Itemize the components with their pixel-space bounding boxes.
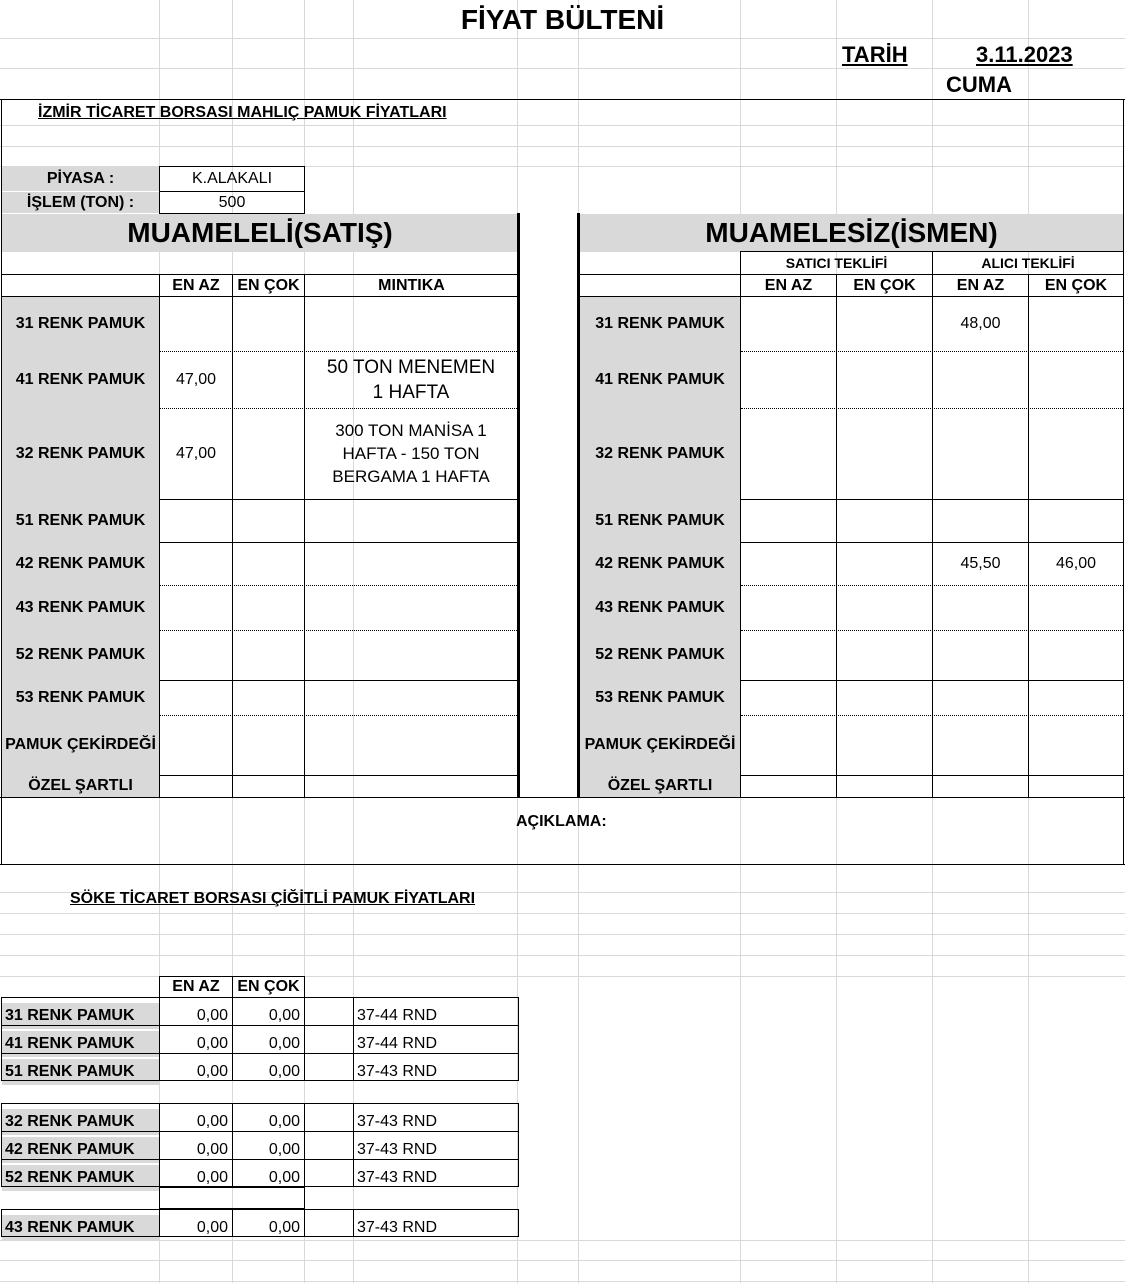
soke-en-cok: 0,00 (268, 1007, 300, 1024)
soke-note: 37-43 RND (357, 1063, 438, 1080)
mintika (305, 715, 517, 775)
alici-en-cok (1029, 630, 1123, 680)
right-row-label: PAMUK ÇEKİRDEĞİ (580, 715, 740, 775)
col-en-az-header: EN AZ (172, 277, 220, 294)
satici-en-cok (837, 630, 932, 680)
islem-value: 500 (159, 191, 305, 214)
satici-en-cok (837, 351, 932, 408)
mintika (305, 680, 517, 715)
sat-en-cok (233, 630, 304, 680)
soke-col-line (304, 1103, 305, 1187)
satici-en-az (741, 408, 836, 499)
piyasa-label: PİYASA : (2, 167, 159, 191)
soke-col-en-az-header: EN AZ (159, 976, 233, 998)
satici-en-az (741, 630, 836, 680)
sat-en-cok (233, 297, 304, 351)
soke-row-label: 41 RENK PAMUK (2, 1031, 159, 1057)
satici-en-az (741, 351, 836, 408)
row-separator-solid (741, 542, 1123, 543)
left-row-label: 41 RENK PAMUK (2, 351, 159, 408)
islem-label: İŞLEM (TON) : (2, 192, 159, 213)
piyasa-value: K.ALAKALI (159, 166, 305, 192)
soke-note: 37-43 RND (357, 1113, 438, 1130)
soke-section-title: SÖKE TİCARET BORSASI ÇİĞİTLİ PAMUK FİYATLARI (70, 890, 476, 907)
alici-en-az (933, 630, 1028, 680)
row-separator (160, 408, 517, 409)
soke-col-line (353, 1103, 354, 1187)
grid-row-line (0, 38, 1125, 39)
sat-en-az (160, 715, 232, 775)
sat-en-az: 47,00 (175, 370, 217, 388)
soke-en-az: 0,00 (196, 1007, 228, 1024)
left-row-label: 43 RENK PAMUK (2, 585, 159, 630)
soke-en-az: 0,00 (196, 1035, 228, 1052)
satici-en-az (741, 775, 836, 797)
alici-en-az (933, 715, 1028, 775)
soke-note: 37-43 RND (357, 1169, 438, 1186)
soke-col-line (353, 1209, 354, 1237)
mintika (305, 585, 517, 630)
grid-row-line (0, 955, 1125, 956)
row-separator (741, 408, 1123, 409)
sat-en-az (160, 775, 232, 797)
sat-en-cok (233, 499, 304, 542)
sat-en-cok (233, 680, 304, 715)
sat-en-cok (233, 542, 304, 585)
table-bottom-line (0, 797, 1125, 798)
sat-en-cok (233, 351, 304, 408)
left-row-label: 31 RENK PAMUK (2, 297, 159, 351)
soke-row-label: 43 RENK PAMUK (2, 1215, 159, 1241)
row-separator (741, 351, 1123, 352)
soke-col-line (232, 1103, 233, 1187)
sat-en-cok (233, 408, 304, 499)
row-separator-solid (741, 499, 1123, 500)
alici-en-az (933, 775, 1028, 797)
alici-en-cok (1029, 408, 1123, 499)
satici-en-az (741, 499, 836, 542)
right-row-label: 52 RENK PAMUK (580, 630, 740, 680)
mintika (305, 775, 517, 797)
row-separator (741, 585, 1123, 586)
sat-en-cok (233, 585, 304, 630)
soke-col-line (232, 1209, 233, 1237)
row-separator-solid (160, 775, 517, 776)
satici-en-az (741, 297, 836, 351)
alici-en-cok (1029, 585, 1123, 630)
satici-en-cok (837, 499, 932, 542)
left-row-label: 51 RENK PAMUK (2, 499, 159, 542)
soke-row-line (1, 1025, 519, 1026)
section-top-border (0, 99, 1125, 100)
soke-row-line (1, 1159, 519, 1160)
soke-note: 37-43 RND (357, 1141, 438, 1158)
soke-col-line (304, 997, 305, 1081)
col-mintika-header: MINTIKA (378, 277, 445, 294)
row-separator-solid (741, 775, 1123, 776)
sat-en-az: 47,00 (175, 444, 217, 462)
satici-en-cok (837, 585, 932, 630)
aciklama-label: AÇIKLAMA: (516, 813, 607, 830)
row-separator (741, 715, 1123, 716)
soke-en-cok: 0,00 (268, 1035, 300, 1052)
alici-en-az (933, 585, 1028, 630)
grid-row-line (0, 1281, 1125, 1282)
soke-col-line (159, 1209, 160, 1237)
satici-teklifi-header: SATICI TEKLİFİ (785, 255, 888, 271)
soke-row-label: 31 RENK PAMUK (2, 1003, 159, 1029)
sat-en-az (160, 499, 232, 542)
soke-table-group (1, 997, 519, 1081)
left-row-label: 42 RENK PAMUK (2, 542, 159, 585)
satici-en-az (741, 542, 836, 585)
soke-row-label: 52 RENK PAMUK (2, 1165, 159, 1191)
col-alici-en-cok-header: EN ÇOK (1044, 277, 1108, 294)
grid-row-line (0, 68, 1125, 69)
col-en-cok-header: EN ÇOK (237, 277, 300, 294)
satici-en-az (741, 715, 836, 775)
izmir-section-title: İZMİR TİCARET BORSASI MAHLIÇ PAMUK FİYATLARI (38, 104, 447, 121)
soke-row-label: 32 RENK PAMUK (2, 1109, 159, 1135)
soke-en-cok: 0,00 (268, 1113, 300, 1130)
sat-en-az (160, 297, 232, 351)
soke-note: 37-44 RND (357, 1035, 438, 1052)
soke-col-en-cok-header: EN ÇOK (232, 976, 305, 998)
page-title: FİYAT BÜLTENİ (460, 4, 665, 35)
row-separator-solid (741, 680, 1123, 681)
alici-en-az: 48,00 (960, 315, 1001, 332)
soke-row-line (1, 1053, 519, 1054)
soke-en-cok: 0,00 (268, 1063, 300, 1080)
mintika (305, 297, 517, 351)
muameleli-heading: MUAMELELİ(SATIŞ) (2, 214, 518, 252)
mintika: 300 TON MANİSA 1 HAFTA - 150 TON BERGAMA 1 HAFTA (332, 421, 490, 486)
row-separator (160, 351, 517, 352)
grid-row-line (0, 913, 1125, 914)
right-row-label: 32 RENK PAMUK (580, 408, 740, 499)
soke-en-az: 0,00 (196, 1141, 228, 1158)
alici-en-cok (1029, 297, 1123, 351)
left-row-label: 32 RENK PAMUK (2, 408, 159, 499)
alici-en-cok (1029, 775, 1123, 797)
mintika (305, 630, 517, 680)
row-separator (160, 630, 517, 631)
left-row-label: ÖZEL ŞARTLI (2, 775, 159, 797)
satici-en-az (741, 585, 836, 630)
soke-col-line (232, 997, 233, 1081)
sat-en-az (160, 680, 232, 715)
right-row-label: 53 RENK PAMUK (580, 680, 740, 715)
col-satici-en-cok-header: EN ÇOK (853, 277, 916, 294)
soke-note: 37-44 RND (357, 1007, 438, 1024)
soke-en-az: 0,00 (196, 1063, 228, 1080)
soke-col-line (304, 1209, 305, 1237)
soke-note: 37-43 RND (357, 1219, 438, 1236)
soke-en-az: 0,00 (196, 1219, 228, 1236)
left-row-label: PAMUK ÇEKİRDEĞİ (2, 715, 159, 775)
alici-en-az: 45,50 (960, 554, 1001, 572)
date-label: TARİH (842, 42, 908, 67)
muamelesiz-heading: MUAMELESİZ(İSMEN) (580, 214, 1123, 252)
alici-en-az (933, 680, 1028, 715)
sat-en-az (160, 585, 232, 630)
soke-en-cok: 0,00 (268, 1141, 300, 1158)
sat-en-az (160, 542, 232, 585)
soke-en-cok: 0,00 (268, 1169, 300, 1186)
right-row-label: 42 RENK PAMUK (580, 542, 740, 585)
soke-empty-row (159, 1187, 305, 1209)
mintika (305, 499, 517, 542)
grid-row-line (0, 934, 1125, 935)
right-row-label: 41 RENK PAMUK (580, 351, 740, 408)
soke-col-line (159, 1103, 160, 1187)
satici-en-cok (837, 297, 932, 351)
soke-table-group (1, 1209, 519, 1237)
alici-en-cok (1029, 499, 1123, 542)
sat-en-cok (233, 775, 304, 797)
header-line-left (2, 274, 518, 275)
alici-en-az (933, 351, 1028, 408)
row-separator (741, 630, 1123, 631)
sat-en-az (160, 630, 232, 680)
divider-thick-left (517, 213, 520, 798)
soke-row-label: 51 RENK PAMUK (2, 1059, 159, 1085)
satici-en-cok (837, 680, 932, 715)
alici-en-cok (1029, 715, 1123, 775)
satici-en-az (741, 680, 836, 715)
soke-col-line (159, 997, 160, 1081)
row-separator-solid (160, 499, 517, 500)
satici-en-cok (837, 715, 932, 775)
soke-en-az: 0,00 (196, 1169, 228, 1186)
alici-teklifi-header: ALICI TEKLİFİ (981, 255, 1075, 271)
soke-en-az: 0,00 (196, 1113, 228, 1130)
alici-en-az (933, 408, 1028, 499)
soke-col-line (353, 997, 354, 1081)
left-row-label: 53 RENK PAMUK (2, 680, 159, 715)
satici-en-cok (837, 408, 932, 499)
soke-en-cok: 0,00 (268, 1219, 300, 1236)
left-row-label: 52 RENK PAMUK (2, 630, 159, 680)
grid-row-line (0, 146, 1125, 147)
right-row-label: 43 RENK PAMUK (580, 585, 740, 630)
mintika: 50 TON MENEMEN 1 HAFTA (326, 356, 496, 403)
soke-table-group (1, 1103, 519, 1187)
satici-en-cok (837, 542, 932, 585)
header-line-right (580, 274, 1123, 275)
right-row-label: ÖZEL ŞARTLI (580, 775, 740, 797)
col-alici-en-az-header: EN AZ (956, 277, 1005, 294)
grid-row-line (0, 125, 1125, 126)
sat-en-cok (233, 715, 304, 775)
alici-en-cok (1029, 351, 1123, 408)
soke-row-line (1, 1131, 519, 1132)
row-separator (160, 715, 517, 716)
col-satici-en-az-header: EN AZ (764, 277, 813, 294)
alici-en-cok: 46,00 (1055, 554, 1097, 572)
section-bottom-border (0, 864, 1125, 865)
right-row-label: 31 RENK PAMUK (580, 297, 740, 351)
grid-row-line (0, 1260, 1125, 1261)
section-right-border (1123, 99, 1124, 865)
day-name: CUMA (946, 72, 1012, 97)
row-separator (160, 585, 517, 586)
date-value: 3.11.2023 (976, 42, 1073, 67)
alici-en-az (933, 499, 1028, 542)
alici-en-cok (1029, 680, 1123, 715)
right-row-label: 51 RENK PAMUK (580, 499, 740, 542)
satici-en-cok (837, 775, 932, 797)
row-separator-solid (160, 542, 517, 543)
mintika (305, 542, 517, 585)
soke-row-label: 42 RENK PAMUK (2, 1137, 159, 1163)
row-separator-solid (160, 680, 517, 681)
